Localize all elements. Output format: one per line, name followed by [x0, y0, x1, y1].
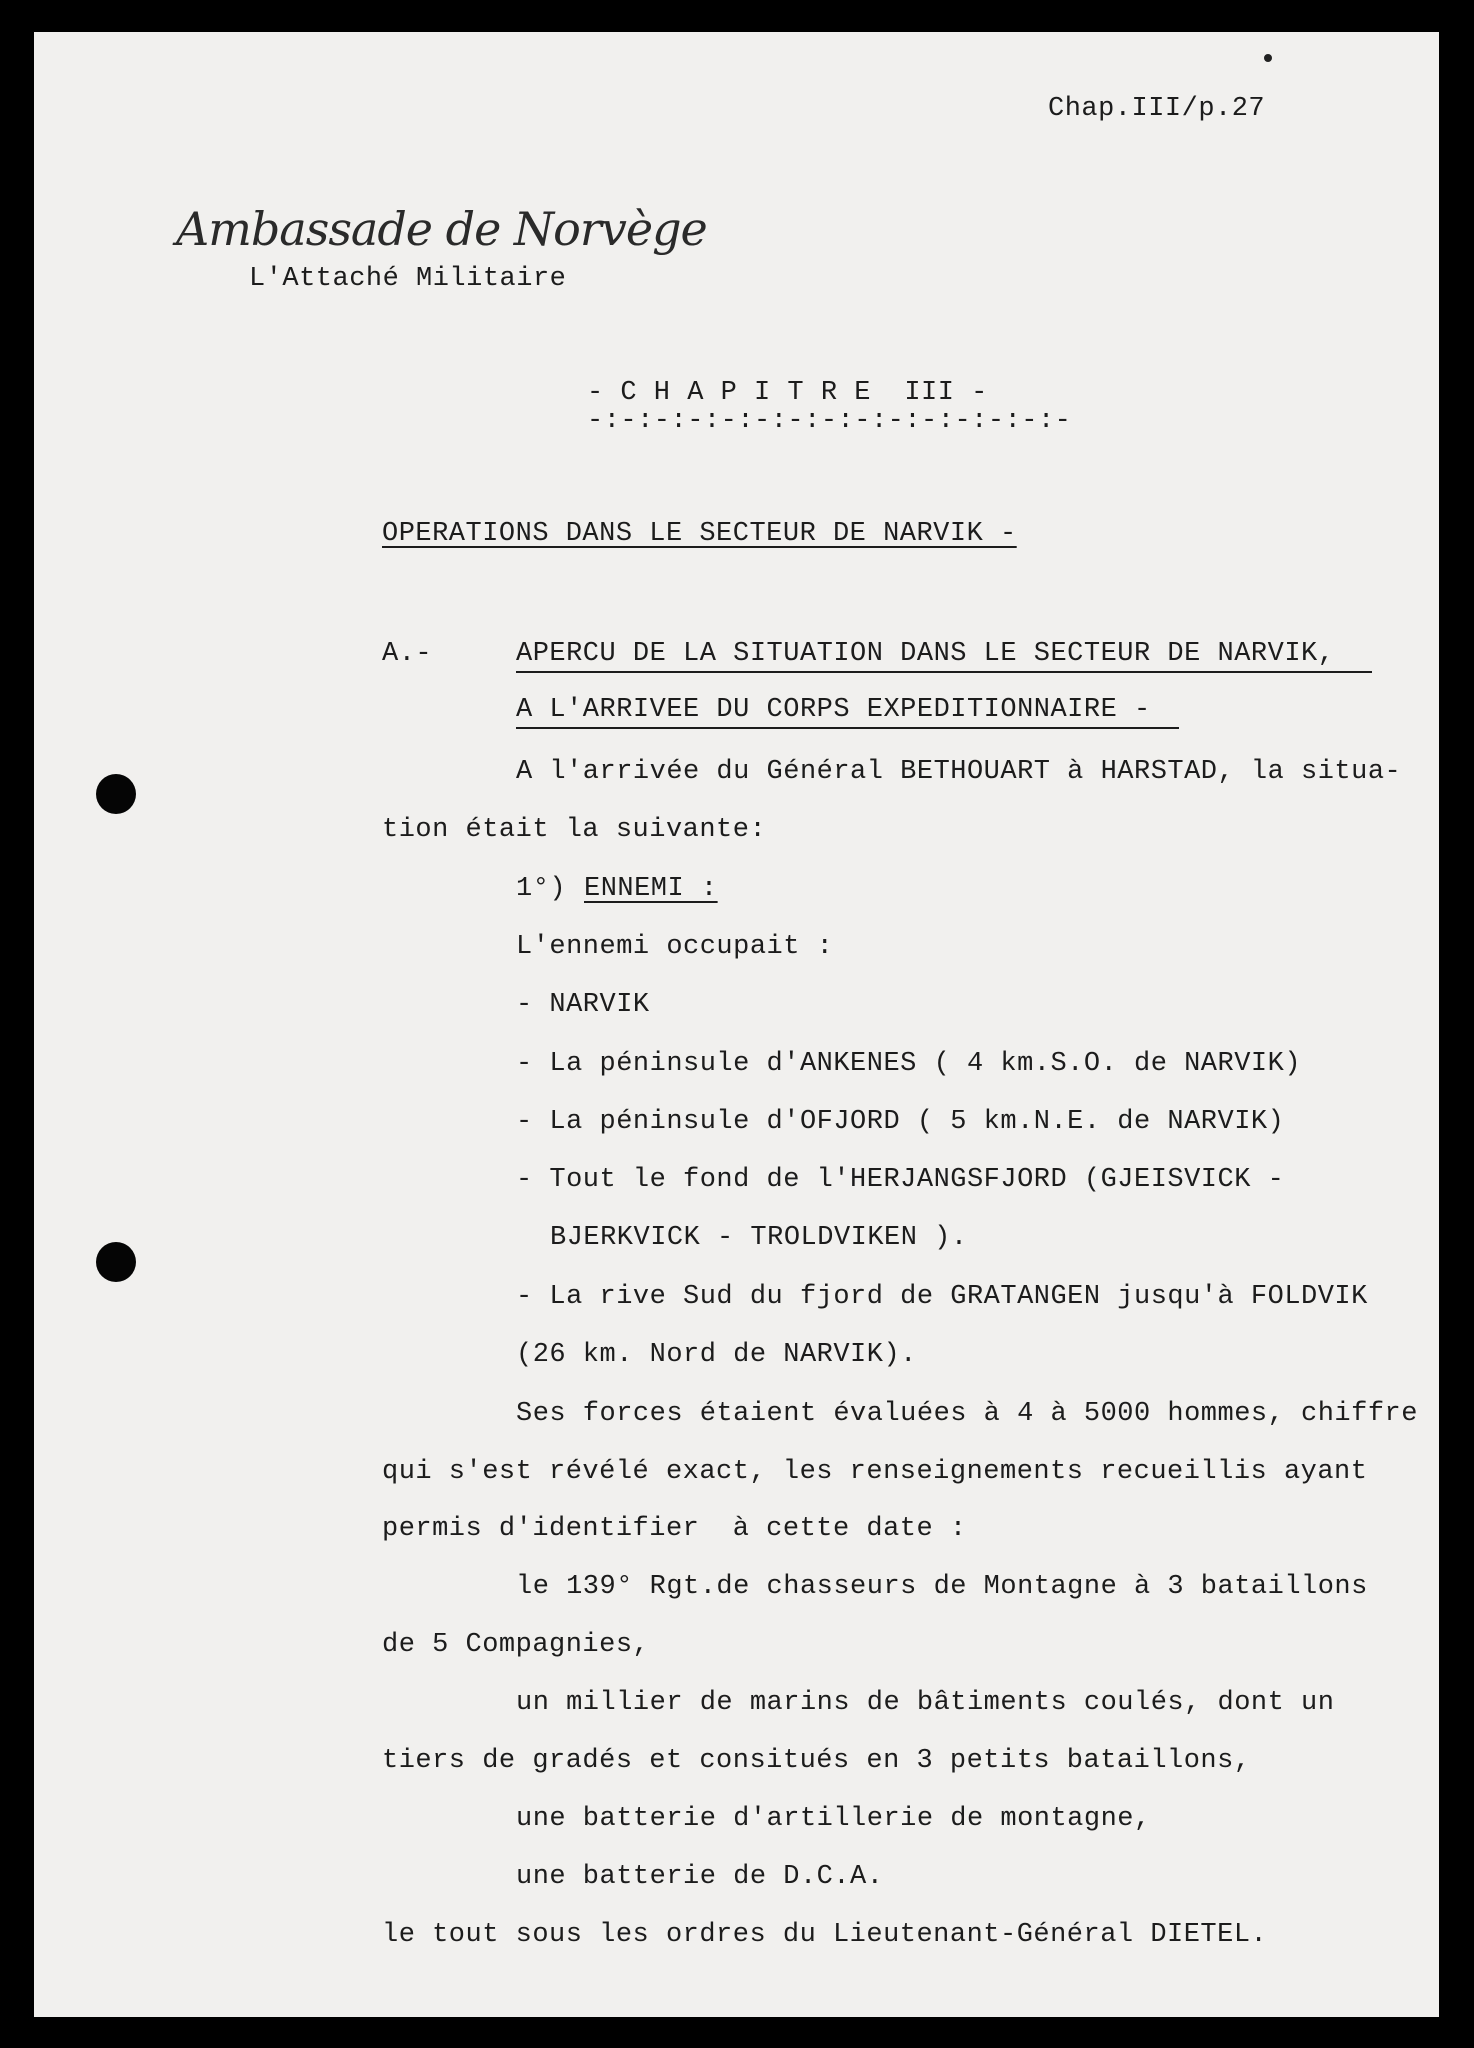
occupied-item-5a: - La rive Sud du fjord de GRATANGEN jusqu'à FOLDVIK [516, 1282, 1368, 1312]
intro-line1: A l'arrivée du Général BETHOUART à HARSTAD, la situa- [516, 757, 1402, 787]
chapter-title: - C H A P I T R E III - [587, 378, 988, 408]
chapter-divider: -:-:-:-:-:-:-:-:-:-:-:-:-:-:- [587, 406, 1072, 436]
occupied-item-3: - La péninsule d'OFJORD ( 5 km.N.E. de NARVIK) [516, 1107, 1285, 1137]
part-heading-line1: APERCU DE LA SITUATION DANS LE SECTEUR DE NARVIK, [516, 639, 1335, 669]
occupied-intro: L'ennemi occupait : [516, 932, 834, 962]
unit-2a: un millier de marins de bâtiments coulés, dont un [516, 1688, 1335, 1718]
unit-2b: tiers de gradés et consitués en 3 petits bataillons, [382, 1746, 1251, 1776]
intro-line2: tion était la suivante: [382, 815, 767, 845]
occupied-item-4a: - Tout le fond de l'HERJANGSFJORD (GJEISVICK - [516, 1165, 1285, 1195]
command-line: le tout sous les ordres du Lieutenant-Général DIETEL. [382, 1920, 1268, 1950]
punch-hole-upper [96, 774, 136, 814]
unit-3: une batterie d'artillerie de montagne, [516, 1804, 1151, 1834]
document-page [34, 32, 1439, 2017]
section-title: OPERATIONS DANS LE SECTEUR DE NARVIK - [382, 519, 1017, 549]
enemy-number: 1°) [516, 874, 567, 904]
part-heading-line2: A L'ARRIVEE DU CORPS EXPEDITIONNAIRE - [516, 695, 1151, 725]
unit-1b: de 5 Compagnies, [382, 1630, 650, 1660]
occupied-item-2: - La péninsule d'ANKENES ( 4 km.S.O. de NARVIK) [516, 1049, 1302, 1079]
page-reference: Chap.III/p.27 [1048, 94, 1266, 124]
office-title: L'Attaché Militaire [249, 264, 567, 294]
punch-hole-lower [96, 1242, 136, 1282]
letterhead-script: Ambassade de Norvège [176, 202, 707, 256]
occupied-item-1: - NARVIK [516, 990, 650, 1020]
enemy-heading: ENNEMI : [584, 874, 718, 904]
part-label: A.- [382, 639, 433, 669]
unit-1a: le 139° Rgt.de chasseurs de Montagne à 3 bataillons [516, 1572, 1368, 1602]
ink-mark [1264, 54, 1272, 62]
part-heading-underline1 [516, 671, 1372, 673]
forces-line2: qui s'est révélé exact, les renseignements recueillis ayant [382, 1457, 1368, 1487]
forces-line1: Ses forces étaient évaluées à 4 à 5000 hommes, chiffre [516, 1399, 1418, 1429]
part-heading-underline2 [516, 727, 1179, 729]
occupied-item-4b: BJERKVICK - TROLDVIKEN ). [550, 1223, 968, 1253]
occupied-item-5b: (26 km. Nord de NARVIK). [516, 1340, 917, 1370]
forces-line3: permis d'identifier à cette date : [382, 1514, 967, 1544]
unit-4: une batterie de D.C.A. [516, 1862, 884, 1892]
